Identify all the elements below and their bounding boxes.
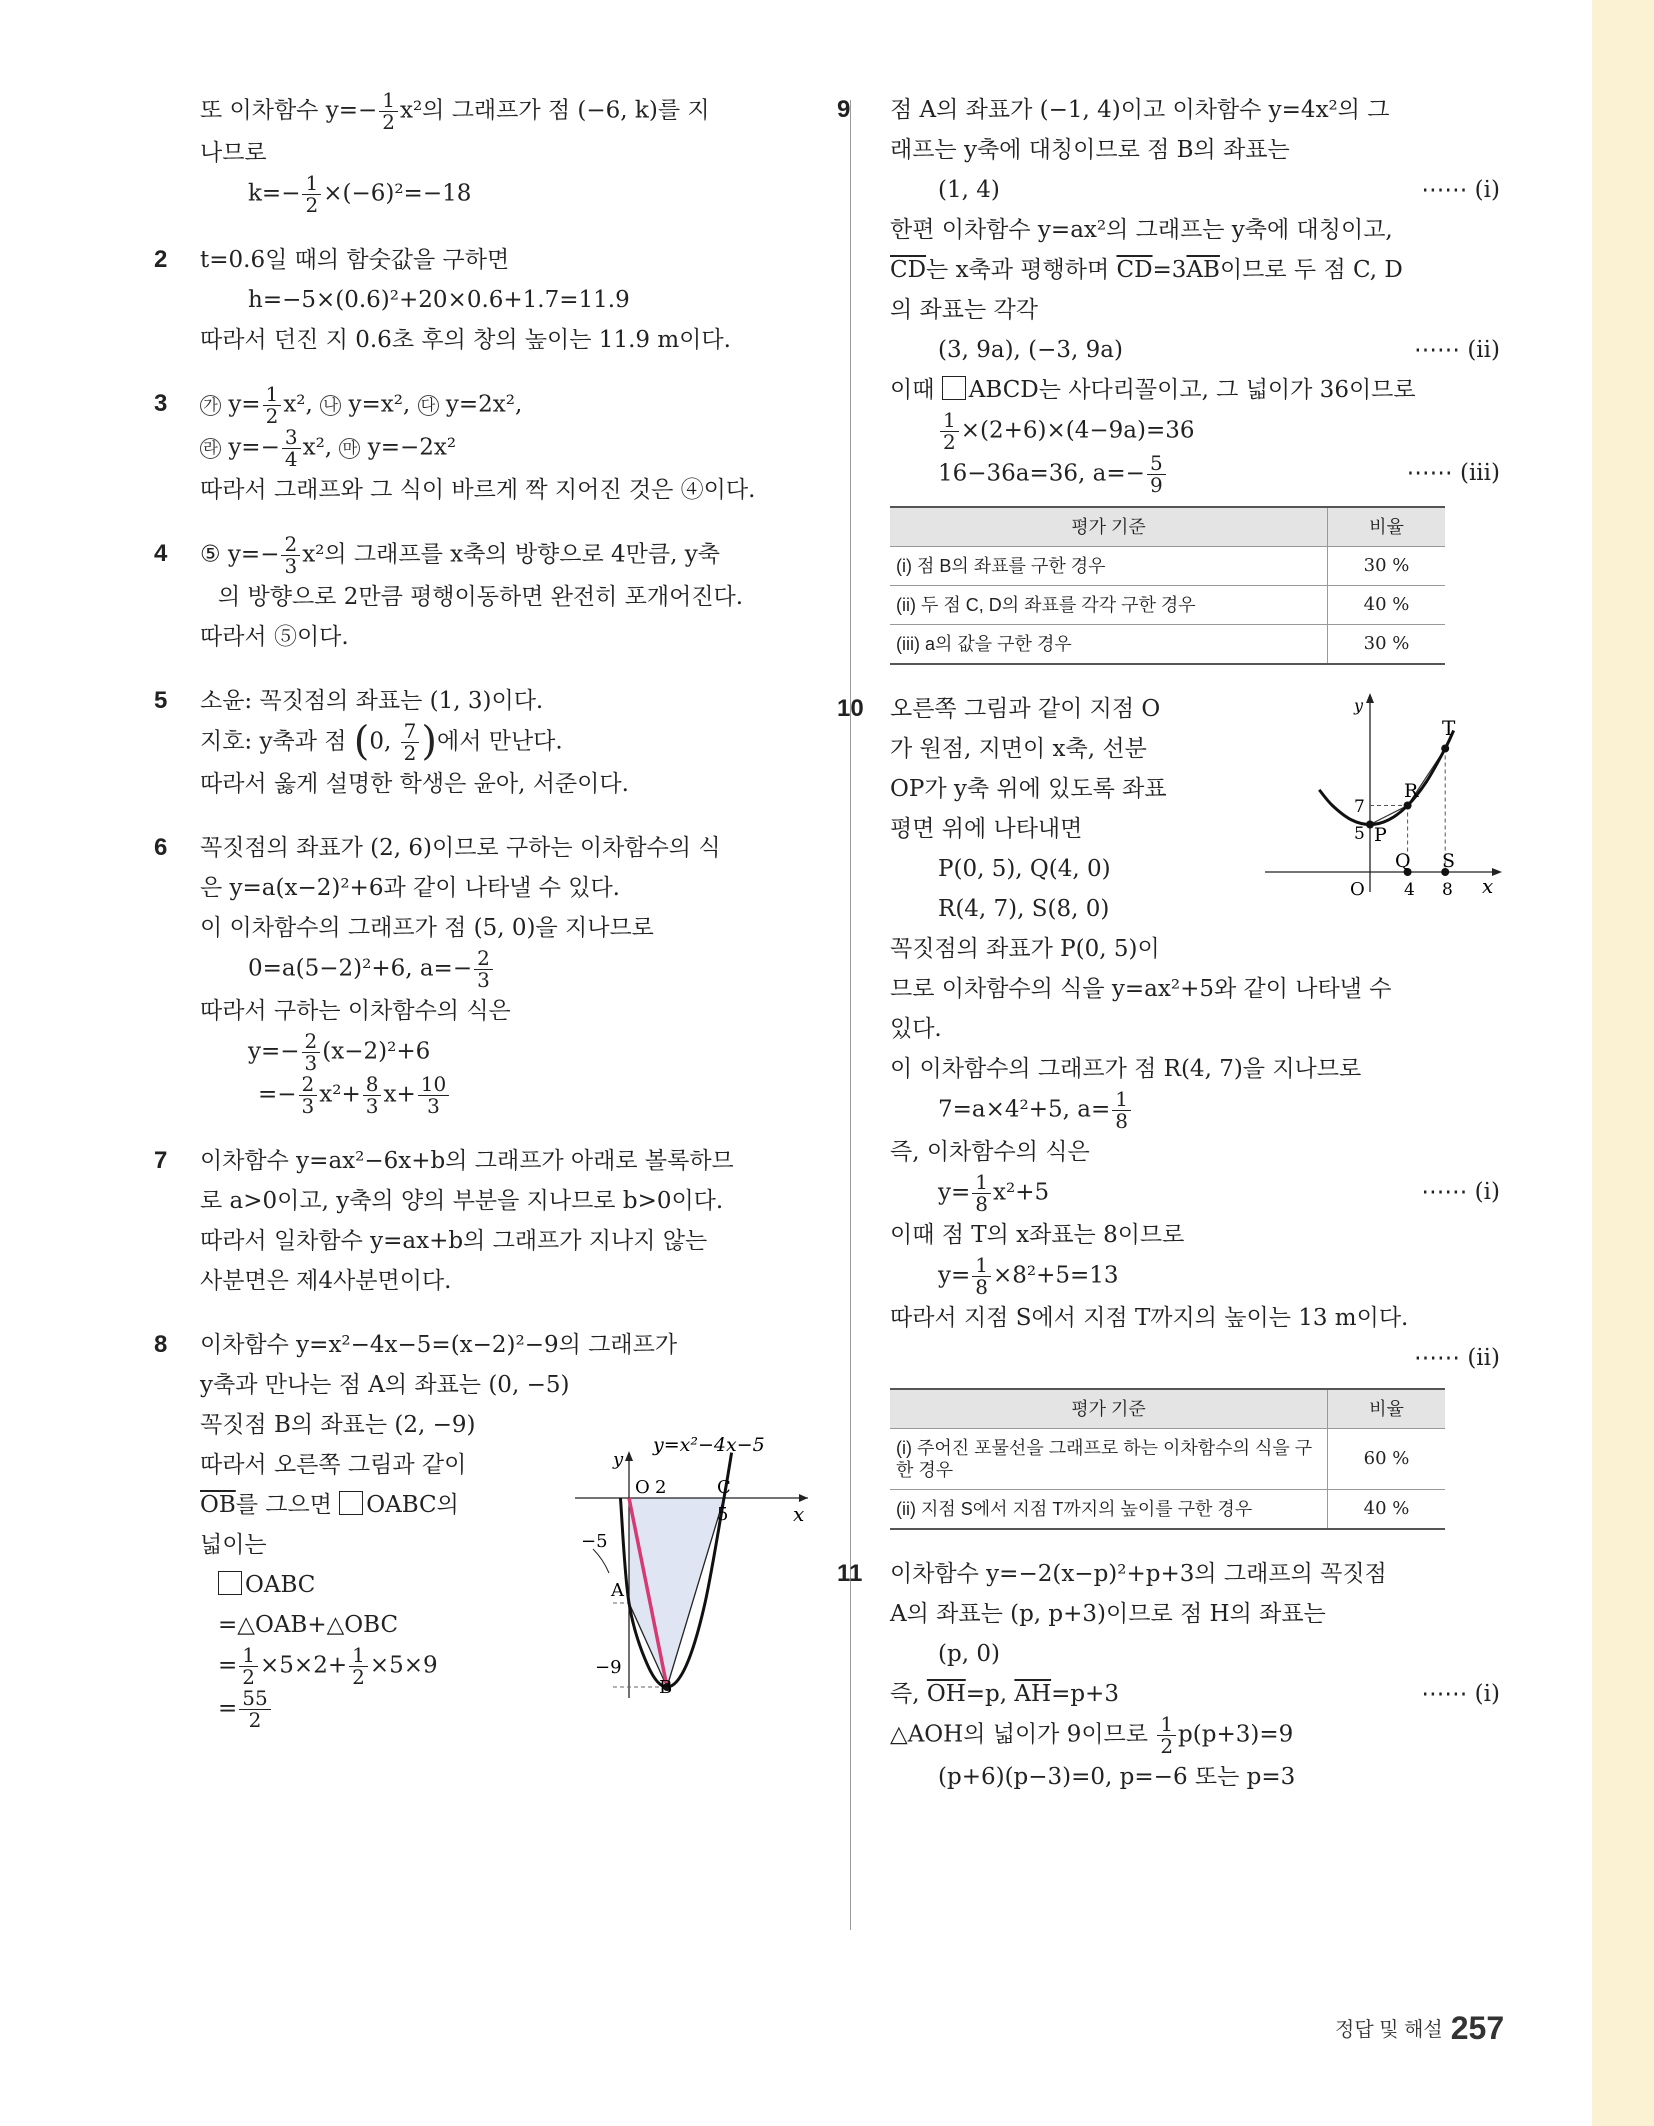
tick-label-5: 5 xyxy=(1354,824,1365,844)
point-r-label: R xyxy=(1404,780,1419,802)
fraction: $\frac{2}{3}$ xyxy=(281,534,300,577)
side-color-strip xyxy=(1592,0,1654,2126)
point-a-label: A xyxy=(611,1580,624,1601)
label-mark: 다 xyxy=(418,395,439,416)
fraction: $\frac{8}{3}$ xyxy=(363,1074,382,1117)
fraction: $\frac{1}{8}$ xyxy=(1112,1089,1131,1132)
step-tag: ⋯⋯ (iii) xyxy=(1406,460,1500,486)
right-column xyxy=(837,90,1500,1821)
step-tag: ⋯⋯ (ii) xyxy=(1414,1345,1500,1371)
problem-1-continued: 또 이차함수 y=− $\frac{1}{2}$ x²의 그래프가 점 (−6, k)를 지 나므로 k=− $\frac{1}{2}$ ×(−6)²=−18 xyxy=(200,88,710,217)
point-b-label: B xyxy=(659,1677,673,1698)
fraction: $\frac{1}{2}$ xyxy=(239,1645,258,1688)
problem-9: 9 점 A의 좌표가 (−1, 4)이고 이차함수 y=4x²의 그 래프는 y축에 대칭이므로 점 B의 좌표는 (1, 4) ⋯⋯ (i) 한편 이차함수 y=ax²의 그래프는 y축에 대칭이고, $\overline{CD}$는 x축과 평행하며 $\overline{CD}=3\overline{AB}$이므로 두 점 C, D 의 좌표는 각각 (3, 9a), (−3, 9a) ⋯⋯ (ii) 이때 ABCD는 사다리꼴이고, 그 넓이가 36이므로 $\frac{1}{2}$ ×(2+6)×(4−9a)=36 16−36a=36, a=− $\frac{5}{9}$ ⋯⋯ (iii) 평가 기준 비율 (i) 점 B의 좌표를 구한 경우 30 % (ii) 두 점 C, D의 좌표를 각각 구한 경우 40 % (iii) a의 값을 구한 경우 30 % xyxy=(890,90,1500,665)
square-symbol xyxy=(218,1571,242,1595)
tick-label-minus9: −9 xyxy=(595,1657,622,1678)
step-tag: ⋯⋯ (i) xyxy=(1421,1179,1500,1205)
page-footer xyxy=(1335,2010,1504,2047)
fraction: $\frac{2}{3}$ xyxy=(302,1031,321,1074)
fraction: $\frac{2}{3}$ xyxy=(299,1074,318,1117)
problem-2: 2 t=0.6일 때의 함숫값을 구하면 h=−5×(0.6)²+20×0.6+1.7=11.9 따라서 던진 지 0.6초 후의 창의 높이는 11.9 m이다. xyxy=(200,240,805,360)
fraction: $\frac{5}{9}$ xyxy=(1147,453,1166,496)
column-divider xyxy=(850,100,851,1930)
tick-label-7: 7 xyxy=(1354,797,1365,817)
problem-3: 3 가 y= $\frac{1}{2}$ x², 나 y=x², 다 y=2x², 라 y=− $\frac{3}{4}$ x², 마 y=−2x² 따라서 그래프와 그 식이 바르게 짝 지어진 것은 ④이다. xyxy=(154,382,756,503)
problem-7: 7 이차함수 y=ax²−6x+b의 그래프가 아래로 볼록하므 로 a>0이고, y축의 양의 부분을 지나므로 b>0이다. 따라서 일차함수 y=ax+b의 그래프가 지나지 않는 사분면은 제4사분면이다. xyxy=(200,1141,805,1301)
problem-number: 11 xyxy=(837,1560,863,1587)
tick-label-8: 8 xyxy=(1442,880,1453,900)
fraction: $\frac{2}{3}$ xyxy=(474,948,493,991)
square-symbol xyxy=(339,1491,363,1515)
label-mark: 마 xyxy=(339,438,360,459)
step-tag: ⋯⋯ (i) xyxy=(1421,177,1500,203)
origin-label: O xyxy=(1350,879,1365,900)
tick-label-2: 2 xyxy=(655,1477,667,1498)
y-axis-arrow xyxy=(1366,693,1374,703)
square-symbol xyxy=(942,376,966,400)
problem-number: 9 xyxy=(837,96,851,123)
step-tag: ⋯⋯ (ii) xyxy=(1414,337,1500,363)
fraction: $\frac{1}{2}$ xyxy=(379,90,398,133)
grading-table-9: 평가 기준 비율 (i) 점 B의 좌표를 구한 경우 30 % (ii) 두 점 C, D의 좌표를 각각 구한 경우 40 % (iii) a의 값을 구한 경우 30 % xyxy=(890,506,1445,665)
y-axis-arrow xyxy=(625,1451,633,1461)
parabola-curve xyxy=(1319,730,1453,824)
point-q-label: Q xyxy=(1395,850,1411,872)
problem-8: 8 이차함수 y=x²−4x−5=(x−2)²−9의 그래프가 y축과 만나는 점 A의 좌표는 (0, −5) 꼭짓점 B의 좌표는 (2, −9) 따라서 오른쪽 그림과 같이 $\overline{OB}$를 그으면 OABC의 넓이는 OABC =△OAB+△OBC = $\frac{1}{2}$ ×5×2+ $\frac{1}{2}$ ×5×9 = $\frac{55}{2}$ y=x²−4x−5 y x O 2 C 5 −5 A −9 B xyxy=(200,1325,805,1745)
label-mark: 나 xyxy=(320,395,341,416)
table-row: (ii) 두 점 C, D의 좌표를 각각 구한 경우 40 % xyxy=(890,586,1445,625)
problem-10: 10 오른쪽 그림과 같이 지점 O 가 원점, 지면이 x축, 선분 OP가 y축 위에 있도록 좌표 평면 위에 나타내면 P(0, 5), Q(4, 0) R(4, 7), S(8, 0) 꼭짓점의 좌표가 P(0, 5)이 y x T R 7 5 P Q S O 4 8 므로 이차함수의 식을 y=ax²+5와 같이 나타낼 수 있다. 이 이차함수의 그래프가 점 R(4, 7)을 지나므로 7=a×4²+5, a= $\frac{1}{8}$ 즉, 이차함수의 식은 y= $\frac{1}{8}$ x²+5 ⋯⋯ (i) 이때 점 T의 x좌표는 8이므로 y= $\frac{1}{8}$ ×8²+5=13 따라서 지점 S에서 지점 T까지의 높이는 13 m이다. ⋯⋯ (ii) 평가 기준 비율 (i) 주어진 포물선을 그래프로 하는 이차함수의 식을 구한 경우 60 % (ii) 지점 S에서 지점 T까지의 높이를 구한 경우 40 % xyxy=(890,689,1500,1530)
grading-table-10: 평가 기준 비율 (i) 주어진 포물선을 그래프로 하는 이차함수의 식을 구한 경우 60 % (ii) 지점 S에서 지점 T까지의 높이를 구한 경우 40 % xyxy=(890,1388,1445,1530)
segment-pr xyxy=(1370,806,1408,825)
x-axis-arrow xyxy=(1492,868,1502,876)
fraction: $\frac{1}{8}$ xyxy=(972,1255,991,1298)
fraction: $\frac{1}{2}$ xyxy=(940,410,959,453)
graph-equation-label: y=x²−4x−5 xyxy=(653,1434,765,1456)
y-axis-label: y xyxy=(1354,696,1364,715)
problem-number: 6 xyxy=(154,834,168,861)
problem-number: 8 xyxy=(154,1331,168,1358)
table-row: (i) 주어진 포물선을 그래프로 하는 이차함수의 식을 구한 경우 60 % xyxy=(890,1429,1445,1490)
point-r xyxy=(1404,802,1412,810)
fraction: $\frac{1}{2}$ xyxy=(302,173,321,216)
point-c-label: C xyxy=(717,1477,731,1498)
footer-label: 정답 및 해설 xyxy=(1335,2019,1443,2041)
problem-6: 6 꼭짓점의 좌표가 (2, 6)이므로 구하는 이차함수의 식 은 y=a(x−2)²+6과 같이 나타낼 수 있다. 이 이차함수의 그래프가 점 (5, 0)을 지나므로 0=a(5−2)²+6, a=− $\frac{2}{3}$ 따라서 구하는 이차함수의 식은 y=− $\frac{2}{3}$ (x−2)²+6 =− $\frac{2}{3}$ x²+ $\frac{8}{3}$ x+ $\frac{10}{3}$ xyxy=(200,828,805,1117)
problem-number: 5 xyxy=(154,687,168,714)
point-p-label: P xyxy=(1374,824,1387,846)
fraction: $\frac{1}{2}$ xyxy=(263,384,282,427)
tick-label-4: 4 xyxy=(1404,880,1415,900)
graph-problem-10 xyxy=(1260,687,1510,917)
table-row: (iii) a의 값을 구한 경우 30 % xyxy=(890,625,1445,665)
problem-4: 4 ⑤ y=− $\frac{2}{3}$ x²의 그래프를 x축의 방향으로 4만큼, y축 의 방향으로 2만큼 평행이동하면 완전히 포개어진다. 따라서 ⑤이다. xyxy=(154,532,744,650)
table-row: (ii) 지점 S에서 지점 T까지의 높이를 구한 경우 40 % xyxy=(890,1490,1445,1530)
problem-number: 7 xyxy=(154,1147,168,1174)
label-pointer-arrow xyxy=(593,1549,609,1573)
fraction: $\frac{1}{2}$ xyxy=(349,1645,368,1688)
fraction: $\frac{10}{3}$ xyxy=(418,1074,449,1117)
step-tag: ⋯⋯ (i) xyxy=(1421,1681,1500,1707)
problem-5: 5 소윤: 꼭짓점의 좌표는 (1, 3)이다. 지호: y축과 점 (0, $\frac{7}{2}$ )에서 만난다. 따라서 옳게 설명한 학생은 윤아, 서준이다. xyxy=(200,681,805,804)
fraction: $\frac{7}{2}$ xyxy=(401,721,420,764)
label-mark: 라 xyxy=(200,438,221,459)
y-axis-label: y xyxy=(613,1449,624,1470)
tick-label-5: 5 xyxy=(717,1504,729,1525)
problem-11: 11 이차함수 y=−2(x−p)²+p+3의 그래프의 꼭짓점 A의 좌표는 (p, p+3)이므로 점 H의 좌표는 (p, 0) 즉, $\overline{OH}=p$, $\overline{AH}=p+3$ ⋯⋯ (i) △AOH의 넓이가 9이므로 $\frac{1}{2}$ p(p+3)=9 (p+6)(p−3)=0, p=−6 또는 p=3 xyxy=(890,1554,1500,1797)
problem-number: 2 xyxy=(154,246,168,273)
graph-problem-8 xyxy=(565,1433,815,1703)
problem-number: 3 xyxy=(154,390,168,417)
fraction: $\frac{55}{2}$ xyxy=(239,1688,270,1731)
point-t xyxy=(1441,745,1449,753)
origin-label: O xyxy=(635,1477,650,1498)
fraction: $\frac{3}{4}$ xyxy=(282,427,301,470)
point-p xyxy=(1366,821,1374,829)
problem-number: 10 xyxy=(837,695,864,722)
tick-label-minus5: −5 xyxy=(581,1531,608,1552)
table-row: (i) 점 B의 좌표를 구한 경우 30 % xyxy=(890,547,1445,586)
page-number: 257 xyxy=(1450,2010,1505,2046)
fraction: $\frac{1}{2}$ xyxy=(1157,1714,1176,1757)
point-s-label: S xyxy=(1442,850,1456,872)
x-axis-label: x xyxy=(1482,874,1494,898)
left-column xyxy=(154,88,805,1769)
problem-number: 4 xyxy=(154,540,168,567)
fraction: $\frac{1}{8}$ xyxy=(972,1172,991,1215)
x-axis-label: x xyxy=(793,1502,805,1526)
x-axis-arrow xyxy=(799,1494,808,1502)
label-mark: 가 xyxy=(200,395,221,416)
point-t-label: T xyxy=(1442,716,1456,740)
